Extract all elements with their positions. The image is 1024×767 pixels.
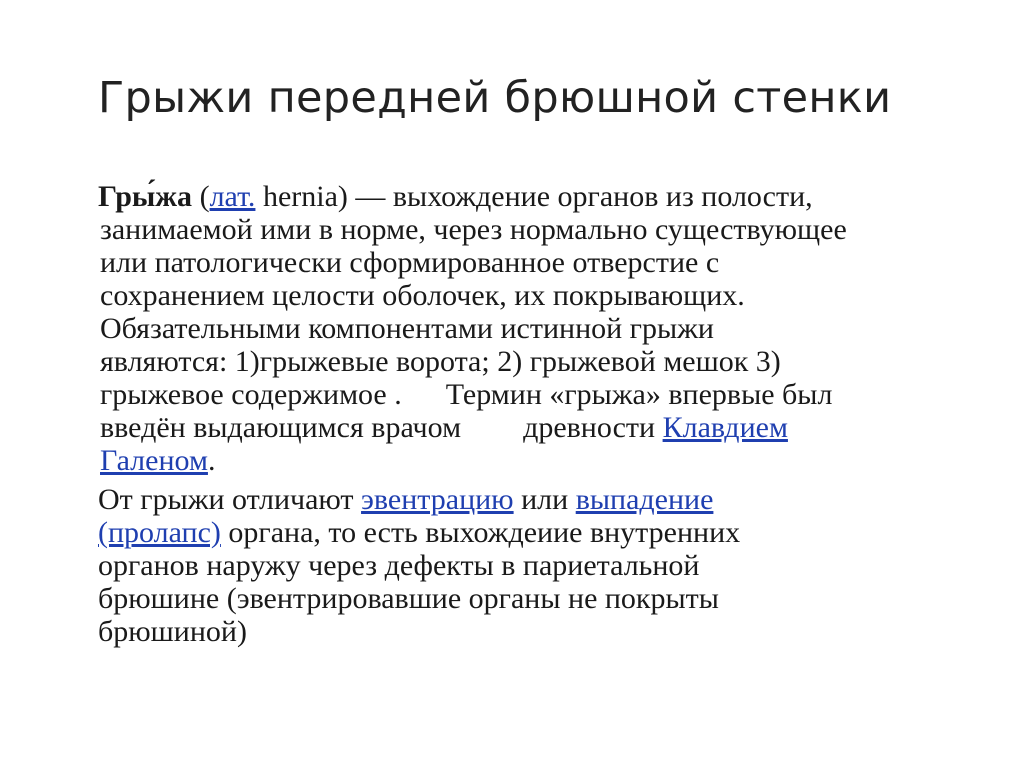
text-fragment: органа, то есть выхождеиие внутренних: [220, 516, 741, 549]
text-line: брюшине (эвентрировавшие органы не покрыты: [98, 582, 719, 615]
text-line: или патологически сформированное отверстие с: [100, 246, 720, 279]
text-line: [98, 411, 968, 444]
text-fragment: Термин «грыжа» впервые был: [445, 378, 833, 411]
text-line: являются: 1)грыжевые ворота; 2) грыжевой мешок 3): [100, 345, 781, 378]
link-prolapse[interactable]: выпадение: [575, 483, 714, 516]
text-line: [98, 444, 968, 477]
text-line: [98, 378, 968, 411]
text-fragment: hernia) — выхождение органов из полости,: [255, 180, 813, 213]
text-line: [98, 483, 968, 516]
slide-body: [98, 180, 968, 648]
text-line: Обязательными компонентами истинной грыжи: [100, 312, 714, 345]
text-fragment: или: [513, 483, 576, 516]
text-line: занимаемой ими в норме, через нормально существующее: [100, 213, 847, 246]
text-line: сохранением целости оболочек, их покрывающих.: [100, 279, 745, 312]
paragraph-hernia-definition: [98, 180, 968, 477]
link-latin[interactable]: лат.: [209, 180, 256, 213]
text-line: органов наружу через дефекты в париетальной: [98, 549, 700, 582]
text-line: брюшиной): [98, 615, 247, 648]
link-claudius[interactable]: Клавдием: [662, 411, 788, 444]
term-hernia: Гры́жа: [98, 180, 193, 213]
text-line: [98, 180, 968, 213]
text-fragment: .: [207, 444, 216, 477]
text-fragment: (: [192, 180, 210, 213]
text-line: [98, 516, 968, 549]
link-eventration[interactable]: эвентрацию: [361, 483, 514, 516]
link-galen[interactable]: Галеном: [100, 444, 208, 477]
paragraph-eventration: [98, 483, 968, 648]
slide-title: Грыжи передней брюшной стенки: [98, 73, 892, 123]
text-fragment: древности: [523, 411, 663, 444]
text-fragment: грыжевое содержимое .: [100, 378, 402, 411]
text-fragment: От грыжи отличают: [98, 483, 362, 516]
text-fragment: введён выдающимся врачом: [100, 411, 462, 444]
link-prolapse-paren[interactable]: (пролапс): [98, 516, 221, 549]
